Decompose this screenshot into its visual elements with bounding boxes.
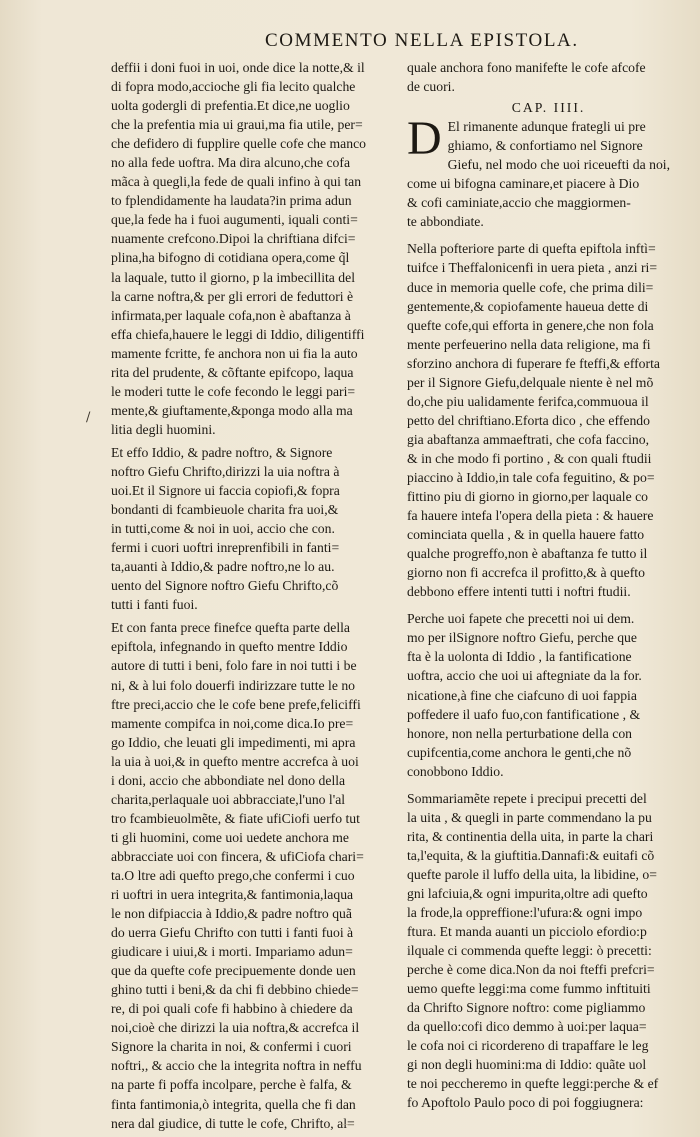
text-line: cupifcentia,come anchora le genti,che nõ xyxy=(407,744,632,760)
text-line: gi non degli huomini:ma di Iddio: quãte uol xyxy=(407,1057,647,1073)
text-line: Signore la charita in noi, & confermi i cuori xyxy=(111,1039,352,1055)
text-line: ftre preci,accio che le cofe bene prefe,feliciffi xyxy=(111,696,361,712)
text-line: piaccino à Iddio,in tale cofa feguitino, & po= xyxy=(407,469,655,485)
text-line: poffedere il uafo fuo,con fantificatione , & xyxy=(407,706,641,722)
text-line: re, di poi quali cofe fi habbino à chiedere da xyxy=(111,1001,353,1017)
text-line: di fopra modo,accioche gli fia lecito qualche xyxy=(111,79,356,95)
text-line: cominciata quella , & in quella hauere fatto xyxy=(407,527,645,543)
text-line: El rimanente adunque frategli ui pre xyxy=(447,119,646,135)
text-line: Sommariamẽte repete i precipui precetti del xyxy=(407,790,647,806)
text-line: & cofi caminiate,accio che maggiormen- xyxy=(407,195,631,211)
text-line: mente,& giuftamente,&ponga modo alla ma xyxy=(111,402,353,418)
text-line: le moderi tutte le cofe fecondo le leggi pari= xyxy=(111,383,356,399)
text-line: Nella pofteriore parte di quefta epiftola inftì= xyxy=(407,241,656,257)
text-line: infirmata,per laquale cofa,non è abaftanza à xyxy=(111,307,351,323)
chapter-heading: CAP. IIII. xyxy=(511,100,586,116)
paragraph xyxy=(111,618,399,1132)
text-line: fo Apoftolo Paulo poco di poi foggiugnera: xyxy=(407,1095,644,1111)
text-line: gia abaftanza ammaeftrati, che cofa faccino, xyxy=(407,431,650,447)
text-line: do uerra Giefu Chrifto con tutti i fanti fuoi à xyxy=(111,925,354,941)
text-line: in tutti,come & noi in uoi, accio che con. xyxy=(111,521,335,537)
text-line: quefte cofe,qui efforta in genere,che non fola xyxy=(407,317,654,333)
text-line: giudicare i uiui,& i morti. Impariamo adun= xyxy=(111,944,353,960)
text-line: fta è la uolonta di Iddio , la fantificatione xyxy=(407,649,632,665)
text-line: i doni, accio che abbondiate nel dono della xyxy=(111,772,346,788)
text-line: Perche uoi fapete che precetti noi ui dem. xyxy=(407,611,635,627)
text-line: nera dal giudice, di tutte le cofe, Chrifto, al= xyxy=(111,1115,355,1131)
text-line: que da quefte cofe precipuemente donde uen xyxy=(111,963,356,979)
text-line: che la prefentia mia ui graui,ma fia utile, per= xyxy=(111,117,363,133)
text-line: uoi.Et il Signore ui faccia copiofi,& fopra xyxy=(111,483,340,499)
text-line: noftro Giefu Chrifto,dirizzi la uia noftra à xyxy=(111,463,340,479)
text-line: la uita , & quegli in parte commendano la pu xyxy=(407,809,652,825)
text-line: te abbondiate. xyxy=(407,214,484,230)
text-line: Et effo Iddio, & padre noftro, & Signore xyxy=(111,444,333,460)
text-line: noi,cioè che dirizzi la uia noftra,& accrefca il xyxy=(111,1020,360,1036)
page-foot-mark xyxy=(340,1114,354,1125)
text-line: ftura. Et manda auanti un picciolo efordio:p xyxy=(407,924,647,940)
text-line: uolta godergli di prefentia.Et dice,ne uoglio xyxy=(111,98,350,114)
text-line: la laquale, tutto il giorno, p la imbecillita del xyxy=(111,269,356,285)
opening-lines xyxy=(407,58,690,96)
text-line: abbracciate uoi con fincera, & ufiCiofa chari= xyxy=(111,848,364,864)
text-line: fa hauere intefa l'opera della pieta : & hauere xyxy=(407,508,654,524)
text-line: quefte parole il luffo della uita, la libidine, o= xyxy=(407,866,657,882)
text-line: noftri,, & accio che la integrita noftra in neffu xyxy=(111,1058,362,1074)
text-line: ta.O ltre adi quefto prego,che confermi i cuo xyxy=(111,867,355,883)
text-line: nicatione,à fine che ciafcuno di uoi fappia xyxy=(407,687,637,703)
text-line: mamente fcritte, fe anchora non ui fia la auto xyxy=(111,345,358,361)
text-line: ti gli huomini, come uoi uedete anchora me xyxy=(111,829,349,845)
text-line: perche è come dica.Non da noi fteffi prefcri= xyxy=(407,962,655,978)
text-line: conobbono Iddio. xyxy=(407,763,504,779)
text-line: te noi peccheremo in quefte leggi:perche & ef xyxy=(407,1076,659,1092)
chapter-intro xyxy=(407,112,690,231)
paragraph xyxy=(407,239,690,601)
text-line: ni, & à lui folo douerfi indirizzare tutte le no xyxy=(111,677,356,693)
text-line: bondanti di fcambieuole charita fra uoi,& xyxy=(111,502,339,518)
text-line: na parte fi poffa incolpare, perche è falfa, & xyxy=(111,1077,352,1093)
text-line: go Iddio, che leuati gli impedimenti, mi apra xyxy=(111,734,356,750)
text-line: litia degli huomini. xyxy=(111,421,216,437)
drop-cap: D xyxy=(407,112,442,166)
text-line: ilquale ci commenda quefte leggi: ò precetti: xyxy=(407,943,652,959)
text-line: epiftola, infegnando in quefto mentre Iddio xyxy=(111,639,348,655)
text-line: rita, & continentia della uita, in parte la chari xyxy=(407,828,654,844)
text-line: tutti i fanti fuoi. xyxy=(111,597,198,613)
text-line: ghino tutti i beni,& da chi fi debbino chiede= xyxy=(111,982,359,998)
text-line: & in che modo fi portino , & con quali ftudii xyxy=(407,450,652,466)
text-line: la frode,la oppreffione:l'ufura:& ogni impo xyxy=(407,905,643,921)
text-line: gni lafciuia,& ogni impurita,oltre adi quefto xyxy=(407,885,648,901)
text-line: ghiamo, & confortiamo nel Signore xyxy=(447,138,643,154)
text-line: tuifce i Theffalonicenfi in uera pieta , anzi ri= xyxy=(407,260,658,276)
paragraph xyxy=(407,609,690,780)
left-column xyxy=(111,58,399,1133)
text-line: Giefu, nel modo che uoi riceuefti da noi, xyxy=(447,157,671,173)
text-line: mente perfeuerino nella data religione, ma fi xyxy=(407,336,651,352)
text-line: mamente compifca in noi,come dica.Io pre= xyxy=(111,715,354,731)
text-line: uento del Signore noftro Giefu Chrifto,cõ xyxy=(111,578,339,594)
running-head: COMMENTO NELLA EPISTOLA. xyxy=(265,30,579,51)
text-line: tro fcambieuolmẽte, & fiate ufiCiofi uerfo tut xyxy=(111,810,360,826)
text-line: deffii i doni fuoi in uoi, onde dice la notte,& il xyxy=(111,60,365,75)
text-line: effa chiefa,hauere le leggi di Iddio, diligentiffi xyxy=(111,326,365,342)
text-line: da Chrifto Signore noftro: come pigliammo xyxy=(407,1000,646,1016)
text-line: debbono effere intenti tutti i noftri ftudii. xyxy=(407,584,631,600)
text-line: le cofa noi ci ricordereno di trapaffare le leg xyxy=(407,1038,649,1054)
text-line: plina,ha bifogno di cotidiana opera,come q̃l xyxy=(111,250,350,266)
text-line: quale anchora fono manifefte le cofe afcofe xyxy=(407,60,646,75)
text-line: que,la fede ha i fuoi augumenti, iquali conti= xyxy=(111,212,358,228)
text-line: per il Signore Giefu,delquale niente è nel mõ xyxy=(407,374,654,390)
text-line: fittino piu di giorno in giorno,per laquale co xyxy=(407,489,649,505)
text-line: da quello:cofi dico demmo à uoi:per laqua= xyxy=(407,1019,647,1035)
paragraph xyxy=(407,789,690,1113)
margin-mark: / xyxy=(86,410,91,425)
text-line: finta fantimonia,ò integrita, quella che fi dan xyxy=(111,1096,356,1112)
text-line: mo per ilSignore noftro Giefu, perche que xyxy=(407,630,637,646)
text-line: rita del prudente, & cõftante epifcopo, laqua xyxy=(111,364,354,380)
text-line: Et con fanta prece finefce quefta parte della xyxy=(111,620,351,636)
text-line: do,che piu ualidamente ferifca,commuoua il xyxy=(407,393,649,409)
text-line: duce in memoria quelle cofe, che prima dili= xyxy=(407,279,654,295)
text-line: qualche progreffo,non è abaftanza fe tutto il xyxy=(407,546,648,562)
text-line: la carne noftra,& per gli errori de feduttori è xyxy=(111,288,354,304)
paragraph xyxy=(111,58,399,439)
right-column xyxy=(407,58,690,1113)
paragraph xyxy=(111,443,399,614)
text-line: honore, non nella perturbatione della con xyxy=(407,725,633,741)
text-line: uoftra, accio che uoi ui aftegniate da la for. xyxy=(407,668,642,684)
text-line: la uia à uoi,& in quefto mentre accrefca à uoi xyxy=(111,753,359,769)
text-line: fermi i cuori uoftri inreprenfibili in fanti= xyxy=(111,540,340,556)
text-line: come ui bifogna caminare,et piacere à Dio xyxy=(407,176,640,192)
text-line: giorno non fi accrefca il profitto,& à quefto xyxy=(407,565,645,581)
text-line: autore di tutti i beni, folo fare in noi tutti i be xyxy=(111,658,357,674)
text-line: ta,auanti à Iddio,& padre noftro,ne lo au. xyxy=(111,559,335,575)
text-line: charita,perlaquale uoi abbracciate,l'uno l'al xyxy=(111,791,346,807)
text-line: no alla fede uoftra. Ma dira alcuno,che cofa xyxy=(111,155,351,171)
text-line: ri uoftri in uera integrita,& fantimonia,laqua xyxy=(111,887,354,903)
text-line: mãca à quegli,la fede de quali infino à qui tan xyxy=(111,174,362,190)
text-line: nuamente crefcono.Dipoi la chriftiana difci= xyxy=(111,231,356,247)
text-line: uemo quefte leggi:ma come fummo inftituiti xyxy=(407,981,651,997)
text-line: che defidero di fupplire quelle cofe che manco xyxy=(111,136,366,152)
text-line: gentemente,& copiofamente haueua dette di xyxy=(407,298,649,314)
text-line: sforzino anchora di fuperare fe fteffi,& efforta xyxy=(407,355,660,371)
text-line: de cuori. xyxy=(407,79,455,95)
text-line: to fplendidamente ha laudata?in prima adun xyxy=(111,193,352,209)
text-line: le non difpiaccia à Iddio,& padre noftro quã xyxy=(111,906,352,922)
text-line: petto del chriftiano.Eforta dico , che effendo xyxy=(407,412,650,428)
text-line: ta,l'equita, & la giuftitia.Dannafi:& euitafi cõ xyxy=(407,847,655,863)
